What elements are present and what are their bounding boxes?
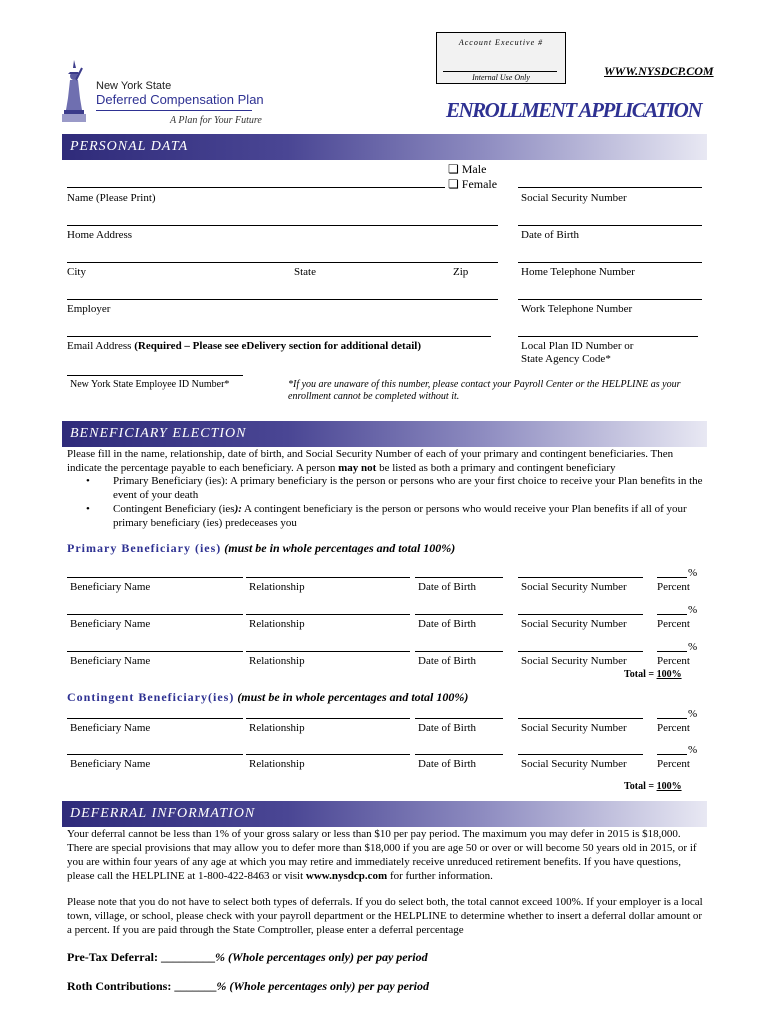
primary-beneficiary-percent-mark: % — [688, 567, 698, 579]
beneficiary-election-heading: BENEFICIARY ELECTION — [70, 426, 247, 441]
primary-beneficiary-ssn-field[interactable] — [518, 614, 643, 615]
form-title: ENROLLMENT APPLICATION — [446, 98, 701, 122]
pretax-deferral-note: % (Whole percentages only) per pay period — [214, 950, 428, 964]
state-label: State — [294, 266, 316, 278]
beneficiary-election-header — [62, 421, 707, 447]
contingent-beneficiary-ssn-label: Social Security Number — [521, 758, 627, 770]
ssn-field[interactable] — [518, 187, 702, 188]
primary-beneficiary-name-field[interactable] — [67, 577, 243, 578]
primary-beneficiary-heading — [67, 541, 455, 556]
primary-beneficiary-percent-field[interactable] — [657, 614, 687, 615]
primary-beneficiary-percent-field[interactable] — [657, 651, 687, 652]
primary-beneficiary-percent-mark: % — [688, 641, 698, 653]
pretax-deferral-label: Pre-Tax Deferral: — [67, 950, 161, 964]
name-field[interactable] — [67, 187, 445, 188]
email-required-note: (Required – Please see eDelivery section for additional detail) — [134, 340, 421, 352]
email-label-text: Email Address — [67, 340, 135, 352]
contingent-beneficiary-rel-field[interactable] — [246, 718, 410, 719]
home-phone-field[interactable] — [518, 262, 702, 263]
contingent-total-value: 100% — [656, 781, 682, 792]
dob-label: Date of Birth — [521, 229, 580, 241]
employee-id-note: *If you are unaware of this number, please contact your Payroll Center or the HELPLINE as your enrollment cannot be completed without it. — [288, 379, 681, 402]
logo-state-name: New York State — [96, 80, 172, 92]
account-executive-field[interactable] — [443, 57, 557, 72]
primary-beneficiary-rel-label: Relationship — [249, 655, 305, 667]
contingent-beneficiary-dob-field[interactable] — [415, 718, 503, 719]
internal-use-box — [436, 32, 566, 84]
contingent-beneficiary-dob-label: Date of Birth — [418, 722, 477, 734]
contingent-beneficiary-percent-field[interactable] — [657, 718, 687, 719]
contingent-beneficiary-rel-field[interactable] — [246, 754, 410, 755]
checkbox-icon[interactable]: ❏ — [448, 162, 459, 176]
primary-beneficiary-name-label: Beneficiary Name — [70, 655, 151, 667]
contingent-beneficiary-name-label: Beneficiary Name — [70, 758, 151, 770]
gender-female-option[interactable] — [448, 177, 497, 192]
primary-beneficiary-percent-field[interactable] — [657, 577, 687, 578]
employer-label: Employer — [67, 303, 111, 315]
checkbox-icon[interactable]: ❏ — [448, 177, 459, 191]
primary-beneficiary-ssn-label: Social Security Number — [521, 618, 627, 630]
primary-beneficiary-name-label: Beneficiary Name — [70, 581, 151, 593]
gender-male-option[interactable] — [448, 162, 486, 177]
primary-beneficiary-dob-field[interactable] — [415, 614, 503, 615]
contingent-beneficiary-percent-field[interactable] — [657, 754, 687, 755]
contingent-definition-text — [113, 502, 710, 530]
home-address-label: Home Address — [67, 229, 133, 241]
contingent-beneficiary-note: (must be in whole percentages and total 100%) — [234, 690, 469, 704]
contingent-definition-body: A contingent beneficiary is the person or persons who would receive your Plan benefits if all of your primary beneficiary (ies) predeceases you — [113, 503, 687, 529]
primary-beneficiary-rel-field[interactable] — [246, 577, 410, 578]
plan-id-field[interactable] — [518, 336, 698, 337]
primary-beneficiary-note: (must be in whole percentages and total 100%) — [221, 541, 456, 555]
primary-beneficiary-name-field[interactable] — [67, 614, 243, 615]
website-url[interactable]: WWW.NYSDCP.COM — [604, 64, 714, 78]
personal-data-header — [62, 134, 707, 160]
beneficiary-intro-emphasis: may not — [338, 462, 377, 474]
internal-use-label: Internal Use Only — [472, 73, 530, 82]
roth-contributions-note: % (Whole percentages only) per pay period — [216, 979, 429, 993]
city-state-zip-field[interactable] — [67, 262, 498, 263]
contingent-beneficiary-ssn-field[interactable] — [518, 754, 643, 755]
contingent-definition-term: Contingent Beneficiary (ies — [113, 503, 235, 515]
male-label: Male — [461, 162, 487, 176]
logo-tagline: A Plan for Your Future — [170, 115, 262, 126]
helpline-website-link[interactable]: www.nysdcp.com — [305, 870, 388, 882]
roth-contributions-label: Roth Contributions: — [67, 979, 175, 993]
primary-beneficiary-rel-field[interactable] — [246, 614, 410, 615]
contingent-beneficiary-name-field[interactable] — [67, 718, 243, 719]
beneficiary-intro-text-2: be listed as both a primary and contingent beneficiary — [376, 462, 616, 474]
primary-beneficiary-rel-label: Relationship — [249, 581, 305, 593]
primary-beneficiary-dob-field[interactable] — [415, 651, 503, 652]
dob-field[interactable] — [518, 225, 702, 226]
email-field[interactable] — [67, 336, 491, 337]
primary-beneficiary-rel-label: Relationship — [249, 618, 305, 630]
primary-beneficiary-percent-label: Percent — [657, 618, 690, 630]
deferral-paragraph-1 — [67, 827, 707, 883]
account-executive-label: Account Executive # — [458, 38, 544, 47]
primary-beneficiary-dob-label: Date of Birth — [418, 655, 477, 667]
contingent-beneficiary-ssn-label: Social Security Number — [521, 722, 627, 734]
city-label: City — [67, 266, 86, 278]
beneficiary-intro — [67, 447, 707, 475]
primary-beneficiary-ssn-label: Social Security Number — [521, 655, 627, 667]
employee-id-field[interactable] — [67, 375, 243, 376]
contingent-beneficiary-percent-mark: % — [688, 744, 698, 756]
pretax-deferral-input[interactable]: _________ — [160, 950, 215, 964]
email-label — [67, 340, 421, 352]
deferral-information-heading: DEFERRAL INFORMATION — [70, 806, 256, 821]
primary-total-label: Total = — [624, 669, 657, 680]
contingent-beneficiary-title: Contingent Beneficiary(ies) — [67, 690, 235, 704]
contingent-beneficiary-percent-label: Percent — [657, 758, 690, 770]
primary-beneficiary-name-field[interactable] — [67, 651, 243, 652]
personal-data-heading: PERSONAL DATA — [70, 139, 189, 154]
contingent-beneficiary-rel-label: Relationship — [249, 758, 305, 770]
statue-of-liberty-logo — [56, 58, 92, 124]
primary-beneficiary-percent-label: Percent — [657, 581, 690, 593]
contingent-beneficiary-name-field[interactable] — [67, 754, 243, 755]
primary-beneficiary-percent-mark: % — [688, 604, 698, 616]
deferral-information-header — [62, 801, 707, 827]
plan-id-label-2: State Agency Code* — [521, 353, 611, 365]
bullet-icon: • — [86, 503, 90, 515]
contingent-beneficiary-rel-label: Relationship — [249, 722, 305, 734]
contingent-beneficiary-dob-label: Date of Birth — [418, 758, 477, 770]
contingent-beneficiary-name-label: Beneficiary Name — [70, 722, 151, 734]
contingent-beneficiary-heading — [67, 690, 468, 705]
contingent-beneficiary-percent-label: Percent — [657, 722, 690, 734]
ssn-label: Social Security Number — [521, 192, 627, 204]
home-address-field[interactable] — [67, 225, 498, 226]
primary-beneficiary-percent-label: Percent — [657, 655, 690, 667]
bullet-icon: • — [86, 475, 90, 487]
work-phone-label: Work Telephone Number — [521, 303, 633, 315]
contingent-beneficiary-percent-mark: % — [688, 708, 698, 720]
primary-beneficiary-rel-field[interactable] — [246, 651, 410, 652]
home-phone-label: Home Telephone Number — [521, 266, 635, 278]
logo-rule — [96, 110, 252, 111]
contingent-beneficiary-dob-field[interactable] — [415, 754, 503, 755]
primary-beneficiary-ssn-label: Social Security Number — [521, 581, 627, 593]
roth-contributions-input[interactable]: _______ — [174, 979, 217, 993]
contingent-total — [624, 781, 682, 792]
contingent-beneficiary-ssn-field[interactable] — [518, 718, 643, 719]
deferral-paragraph-2: Please note that you do not have to select both types of deferrals. If you do select both, the total cannot exceed 100%. If your employer is a local town, village, or school, please check with your payroll department or the HELPLINE to determine whether to insert a deferral dollar amount or a percent. If you are paid through the State Comptroller, please enter a deferral percentage — [67, 896, 703, 936]
primary-beneficiary-ssn-field[interactable] — [518, 651, 643, 652]
name-label: Name (Please Print) — [67, 192, 156, 204]
beneficiary-intro-text-1: Please fill in the name, relationship, date of birth, and Social Security Number of each of your primary and contingent beneficiaries. Then indicate the percentage payable to each beneficiary. A person — [67, 448, 674, 474]
plan-id-label-1: Local Plan ID Number or — [521, 340, 634, 352]
primary-beneficiary-title: Primary Beneficiary (ies) — [67, 541, 222, 555]
work-phone-field[interactable] — [518, 299, 702, 300]
deferral-paragraph-1-end: for further information. — [387, 870, 493, 882]
logo-plan-name: Deferred Compensation Plan — [96, 92, 264, 107]
primary-beneficiary-name-label: Beneficiary Name — [70, 618, 151, 630]
primary-beneficiary-dob-field[interactable] — [415, 577, 503, 578]
primary-definition-text: Primary Beneficiary (ies): A primary beneficiary is the person or persons who are your first choice to receive your Plan benefits in the event of your death — [113, 475, 703, 501]
primary-total-value: 100% — [656, 669, 682, 680]
female-label: Female — [461, 177, 498, 191]
employer-field[interactable] — [67, 299, 498, 300]
primary-total — [624, 669, 682, 680]
deferral-paragraph-1-text: Your deferral cannot be less than 1% of your gross salary or less than $10 per pay period. The maximum you may defer in 2015 is $18,000. There are special provisions that may allow you to defer more than $18,000 if you are age 50 or over or will become 50 years old in 2015, or if you are within four years of any age at which you may retire and immediately receive unreduced retirement benefits. If you have questions, please call the HELPLINE at 1-800-422-8463 or visit — [67, 828, 697, 882]
zip-label: Zip — [453, 266, 469, 278]
employee-id-label: New York State Employee ID Number* — [70, 379, 230, 390]
contingent-definition-colon: ): — [234, 503, 242, 515]
primary-beneficiary-dob-label: Date of Birth — [418, 581, 477, 593]
primary-beneficiary-ssn-field[interactable] — [518, 577, 643, 578]
primary-beneficiary-dob-label: Date of Birth — [418, 618, 477, 630]
pretax-deferral-line — [67, 950, 428, 965]
contingent-total-label: Total = — [624, 781, 657, 792]
roth-contributions-line — [67, 979, 429, 994]
